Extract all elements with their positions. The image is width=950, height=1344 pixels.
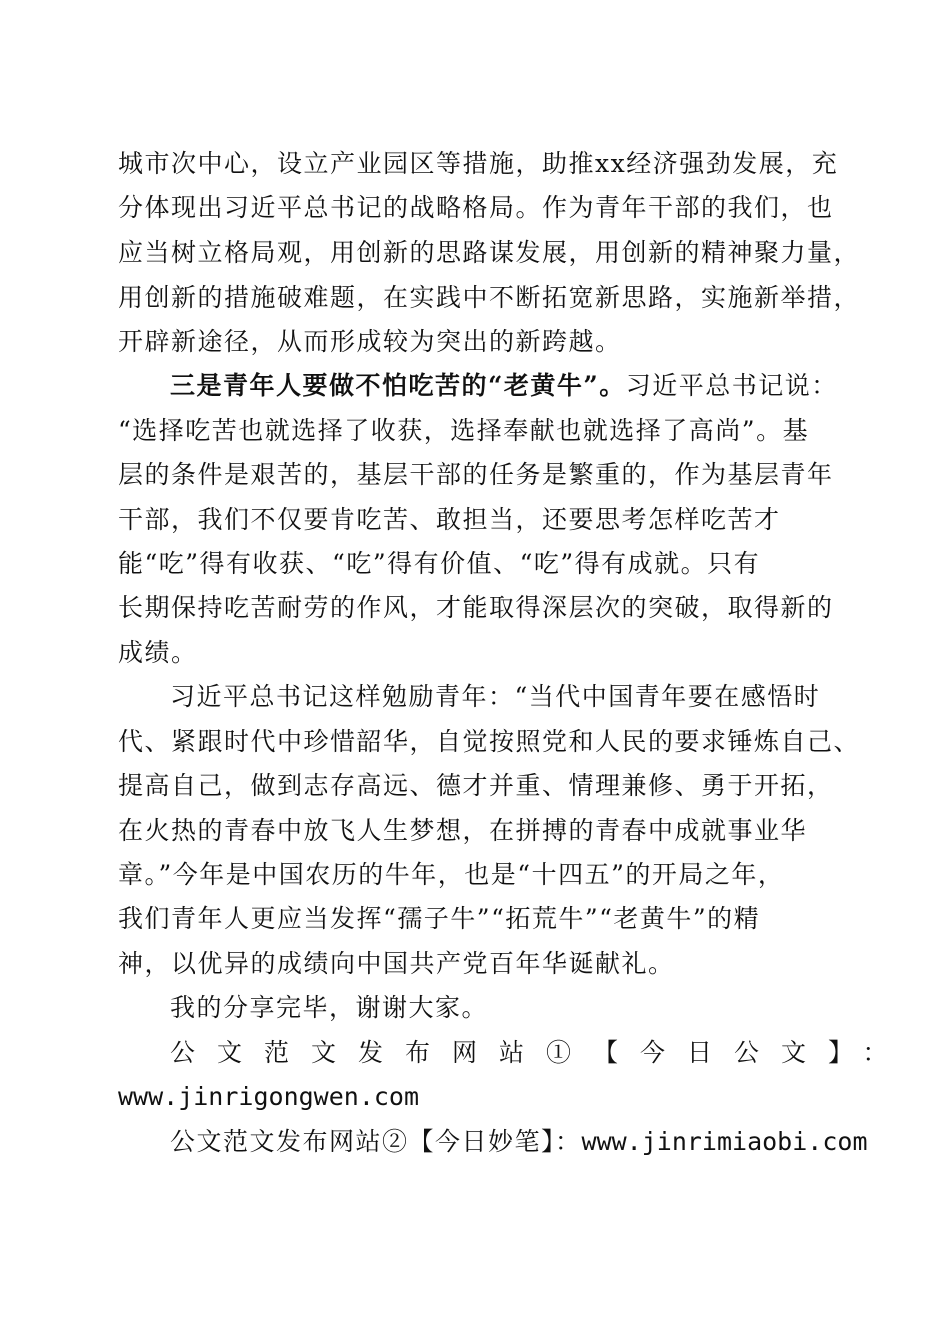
paragraph-line: 开辟新途径，从而形成较为突出的新跨越。 <box>118 327 622 356</box>
paragraph-line: 长期保持吃苦耐劳的作风，才能取得深层次的突破，取得新的 <box>118 593 834 622</box>
section-heading-line <box>170 369 838 403</box>
site1-label: 公文范文发布网站①【今日公文】： <box>170 1038 910 1067</box>
paragraph-line: 章。”今年是中国农历的牛年，也是“十四五”的开局之年， <box>118 860 785 889</box>
paragraph-line: 在火热的青春中放飞人生梦想，在拼搏的青春中成就事业华 <box>118 816 808 845</box>
site2-url[interactable]: www.jinrimiaobi.com <box>581 1127 868 1156</box>
paragraph-line: 分体现出习近平总书记的战略格局。作为青年干部的我们，也 <box>118 193 834 222</box>
closing-line: 我的分享完毕，谢谢大家。 <box>170 993 489 1022</box>
paragraph-line: 代、紧跟时代中珍惜韶华，自觉按照党和人民的要求锤炼自己、 <box>118 727 861 756</box>
paragraph-line: 用创新的措施破难题，在实践中不断拓宽新思路，实施新举措， <box>118 283 861 312</box>
site1-url[interactable]: www.jinrigongwen.com <box>118 1082 420 1111</box>
paragraph-line: 应当树立格局观，用创新的思路谋发展，用创新的精神聚力量， <box>118 238 861 267</box>
paragraph-line: 干部，我们不仅要肯吃苦、敢担当，还要思考怎样吃苦才 <box>118 505 781 534</box>
paragraph-line: 神，以优异的成绩向中国共产党百年华诞献礼。 <box>118 949 675 978</box>
paragraph-line: 能“吃”得有收获、“吃”得有价值、“吃”得有成就。只有 <box>118 549 761 578</box>
site2-label: 公文范文发布网站②【今日妙笔】： <box>170 1127 582 1156</box>
paragraph-line: 层的条件是艰苦的，基层干部的任务是繁重的，作为基层青年 <box>118 460 834 489</box>
paragraph-line: 我们青年人更应当发挥“孺子牛”“拓荒牛”“老黄牛”的精 <box>118 904 761 933</box>
site2-line <box>170 1125 868 1159</box>
paragraph-line: 城市次中心，设立产业园区等措施，助推xx经济强劲发展，充 <box>118 149 839 178</box>
section-lead: 习近平总书记说： <box>625 371 838 400</box>
section-heading: 三是青年人要做不怕吃苦的“老黄牛”。 <box>170 371 626 400</box>
paragraph-line: 成绩。 <box>118 638 198 667</box>
paragraph-line: “选择吃苦也就选择了收获，选择奉献也就选择了高尚”。基 <box>118 416 810 445</box>
paragraph-line: 习近平总书记这样勉励青年：“当代中国青年要在感悟时 <box>170 682 821 711</box>
paragraph-line: 提高自己，做到志存高远、德才并重、情理兼修、勇于开拓， <box>118 771 834 800</box>
